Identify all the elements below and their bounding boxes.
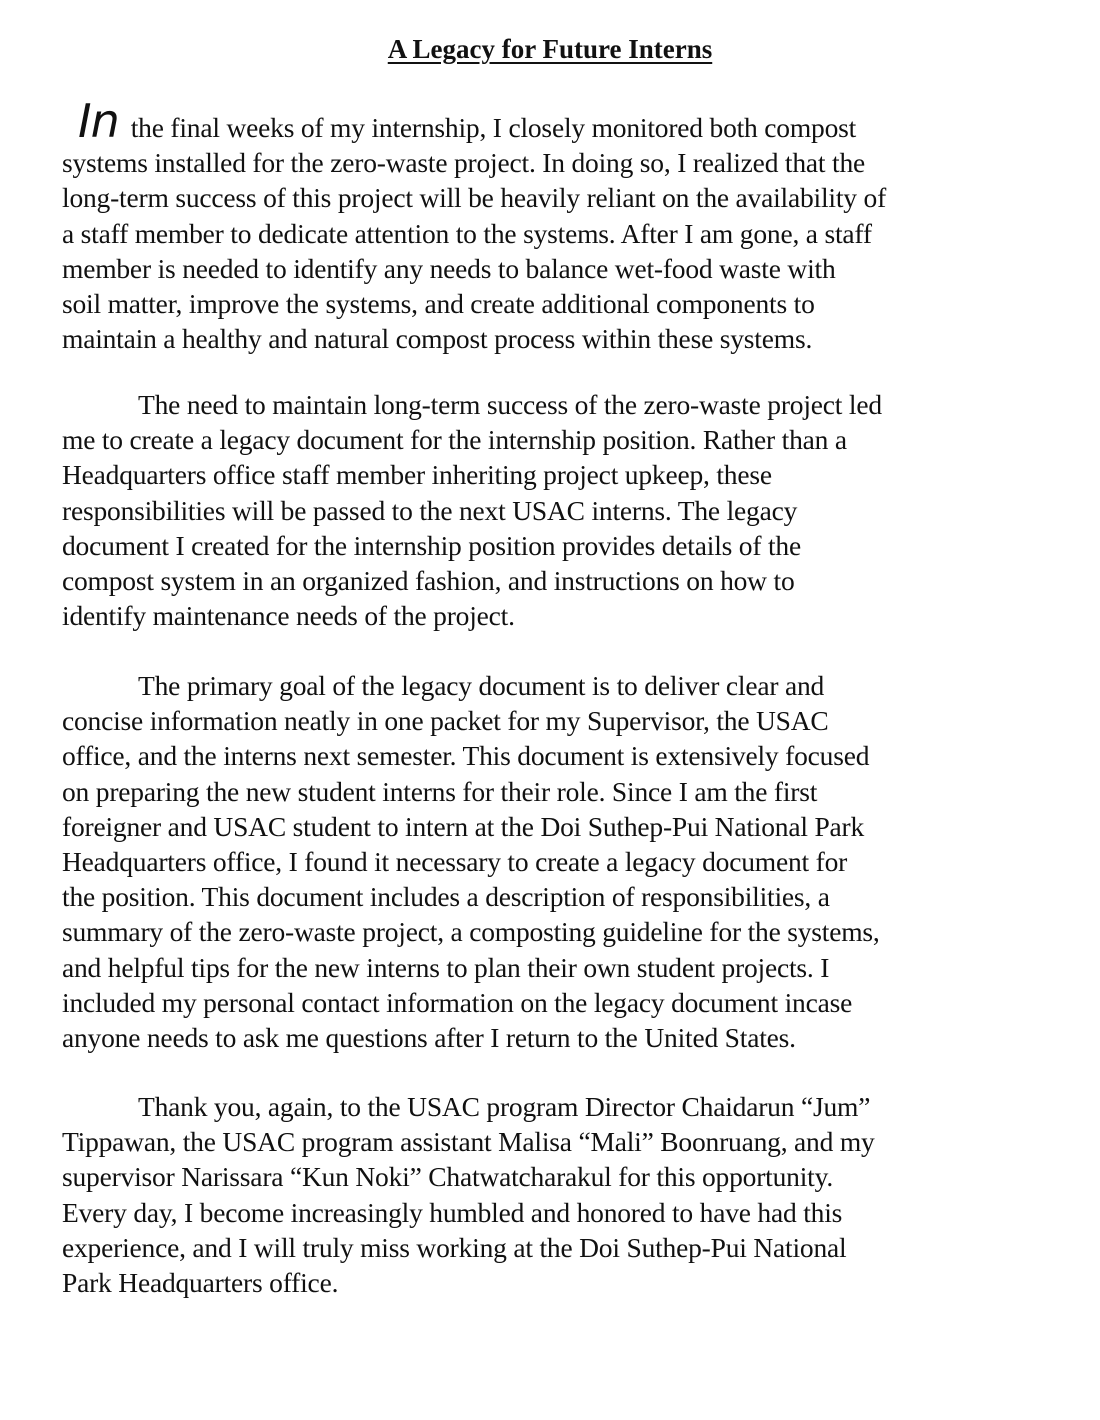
paragraph-line: Thank you, again, to the USAC program Director Chaidarun “Jum” xyxy=(138,1091,871,1122)
paragraph-line: Headquarters office, I found it necessary to create a legacy document for xyxy=(62,846,848,878)
paragraph-line: document I created for the internship position provides details of the xyxy=(62,529,801,561)
paragraph-line: In the final weeks of my internship, I closely monitored both compost xyxy=(78,94,857,148)
paragraph-line: concise information neatly in one packet for my Supervisor, the USAC xyxy=(62,705,829,737)
paragraph-line: the position. This document includes a description of responsibilities, a xyxy=(62,881,830,913)
paragraph-line: Every day, I become increasingly humbled and honored to have had this xyxy=(62,1196,843,1228)
paragraph-line: The need to maintain long-term success of the zero-waste project led xyxy=(138,389,882,420)
paragraph-line: included my personal contact information on the legacy document incase xyxy=(62,986,853,1018)
paragraph-line: member is needed to identify any needs to balance wet-food waste with xyxy=(62,252,836,284)
paragraph-line: Headquarters office staff member inheriting project upkeep, these xyxy=(62,459,772,491)
paragraph-line: soil matter, improve the systems, and create additional components to xyxy=(62,288,815,320)
paragraph-1 xyxy=(62,94,1062,356)
paragraph-line: identify maintenance needs of the project. xyxy=(62,600,515,632)
paragraph-line: systems installed for the zero-waste project. In doing so, I realized that the xyxy=(62,147,866,179)
paragraph-line: on preparing the new student interns for their role. Since I am the first xyxy=(62,775,818,807)
paragraph-2 xyxy=(62,387,1062,633)
paragraph-line: a staff member to dedicate attention to the systems. After I am gone, a staff xyxy=(62,217,872,249)
paragraph-line: maintain a healthy and natural compost process within these systems. xyxy=(62,323,813,355)
paragraph-line: responsibilities will be passed to the next USAC interns. The legacy xyxy=(62,494,798,526)
paragraph-3 xyxy=(62,668,1062,1055)
paragraph-line: me to create a legacy document for the internship position. Rather than a xyxy=(62,424,847,456)
paragraph-line: anyone needs to ask me questions after I return to the United States. xyxy=(62,1022,796,1054)
paragraph-line: compost system in an organized fashion, and instructions on how to xyxy=(62,565,795,597)
document-title: A Legacy for Future Interns xyxy=(387,34,713,64)
paragraph-line: Park Headquarters office. xyxy=(62,1267,339,1299)
paragraph-line: Tippawan, the USAC program assistant Malisa “Mali” Boonruang, and my xyxy=(62,1126,875,1158)
paragraph-line: office, and the interns next semester. This document is extensively focused xyxy=(62,740,870,772)
paragraph-line: The primary goal of the legacy document is to deliver clear and xyxy=(138,670,825,701)
paragraph-4 xyxy=(62,1089,1062,1300)
drop-cap: In xyxy=(78,94,119,148)
paragraph-line: foreigner and USAC student to intern at the Doi Suthep-Pui National Park xyxy=(62,810,865,842)
paragraph-line: and helpful tips for the new interns to plan their own student projects. I xyxy=(62,951,830,983)
paragraph-line: supervisor Narissara “Kun Noki” Chatwatcharakul for this opportunity. xyxy=(62,1161,834,1193)
paragraph-line: experience, and I will truly miss working at the Doi Suthep-Pui National xyxy=(62,1231,847,1263)
paragraph-line: summary of the zero-waste project, a composting guideline for the systems, xyxy=(62,916,880,948)
paragraph-line: long-term success of this project will be heavily reliant on the availability of xyxy=(62,182,887,214)
